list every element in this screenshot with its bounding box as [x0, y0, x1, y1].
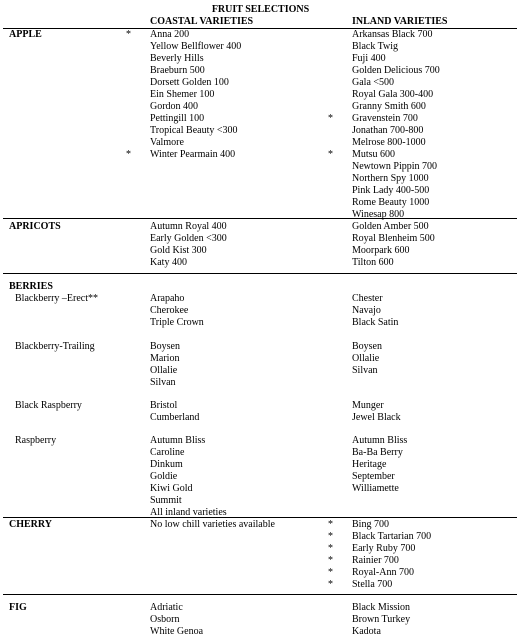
list-item: Newtown Pippin 700: [352, 161, 437, 172]
list-item: Autumn Bliss: [352, 435, 408, 446]
list-item: Anna 200: [150, 29, 190, 40]
list-item: Bristol: [150, 400, 178, 411]
list-item: Brown Turkey: [352, 614, 411, 625]
list-item: Navajo: [352, 305, 381, 316]
marker: *: [328, 531, 333, 542]
list-item: Jewel Black: [352, 412, 401, 423]
list-item: Black Tartarian 700: [352, 531, 432, 542]
list-item: Dinkum: [150, 459, 183, 470]
coastal-list: [150, 435, 227, 519]
list-item: Ollalie: [150, 365, 178, 376]
inland-list: [352, 341, 382, 377]
list-item: White Genoa: [150, 626, 204, 637]
list-item: Winter Pearmain 400: [150, 149, 236, 160]
coastal-varieties-header: COASTAL VARIETIES: [150, 16, 254, 27]
inland-varieties-header: INLAND VARIETIES: [352, 16, 448, 27]
list-item: Moorpark 600: [352, 245, 410, 256]
list-item: Fuji 400: [352, 53, 386, 64]
list-item: Pettingill 100: [150, 113, 205, 124]
list-item: Kadota: [352, 626, 381, 637]
list-item: Royal Gala 300-400: [352, 89, 434, 100]
list-item: Gala <500: [352, 77, 395, 88]
section-rule: [3, 218, 517, 219]
section-label: FIG: [9, 602, 27, 613]
list-item: Silvan: [352, 365, 378, 376]
header-rule: [3, 28, 517, 29]
inland-list: [352, 29, 440, 221]
section-label: CHERRY: [9, 519, 52, 530]
list-item: Royal Blenheim 500: [352, 233, 435, 244]
subsection-label: Black Raspberry: [15, 400, 82, 411]
list-item: Melrose 800-1000: [352, 137, 426, 148]
list-item: Arapaho: [150, 293, 185, 304]
marker: *: [328, 567, 333, 578]
marker: *: [328, 555, 333, 566]
list-item: Munger: [352, 400, 384, 411]
list-item: Kiwi Gold: [150, 483, 193, 494]
list-item: Adriatic: [150, 602, 183, 613]
list-item: Ollalie: [352, 353, 380, 364]
inland-list: [352, 435, 407, 495]
coastal-list: [150, 293, 204, 329]
coastal-list: [150, 221, 227, 269]
coastal-list: [150, 341, 180, 389]
list-item: Cherokee: [150, 305, 189, 316]
list-item: Gravenstein 700: [352, 113, 418, 124]
marker: *: [328, 113, 333, 124]
list-item: Northern Spy 1000: [352, 173, 429, 184]
list-item: Goldie: [150, 471, 178, 482]
page-title: FRUIT SELECTIONS: [211, 4, 310, 15]
list-item: Ba-Ba Berry: [352, 447, 403, 458]
list-item: Marion: [150, 353, 180, 364]
coastal-list: [150, 602, 203, 638]
list-item: Katy 400: [150, 257, 187, 268]
section-rule: [3, 273, 517, 274]
list-item: Granny Smith 600: [352, 101, 426, 112]
section-rule: [3, 517, 517, 518]
list-item: Black Twig: [352, 41, 399, 52]
list-item: All inland varieties: [150, 507, 227, 518]
section-rule: [3, 594, 517, 595]
list-item: September: [352, 471, 395, 482]
list-item: Mutsu 600: [352, 149, 396, 160]
list-item: Pink Lady 400-500: [352, 185, 430, 196]
list-item: Stella 700: [352, 579, 393, 590]
subsection-label: Blackberry –Erect**: [15, 293, 99, 304]
list-item: Tropical Beauty <300: [150, 125, 238, 136]
list-item: Chester: [352, 293, 383, 304]
list-item: Boysen: [150, 341, 180, 352]
marker: *: [328, 519, 333, 530]
list-item: Williamette: [352, 483, 399, 494]
coastal-list: [150, 400, 199, 424]
list-item: Golden Amber 500: [352, 221, 429, 232]
list-item: Caroline: [150, 447, 185, 458]
inland-list: [352, 293, 398, 329]
list-item: Gordon 400: [150, 101, 199, 112]
list-item: Braeburn 500: [150, 65, 205, 76]
list-item: Tilton 600: [352, 257, 394, 268]
list-item: Dorsett Golden 100: [150, 77, 229, 88]
marker: *: [328, 579, 333, 590]
subsection-label: Blackberry-Trailing: [15, 341, 95, 352]
list-item: Black Satin: [352, 317, 399, 328]
list-item: Ein Shemer 100: [150, 89, 215, 100]
inland-list: [352, 519, 431, 591]
inland-list: [352, 400, 401, 424]
section-label: APPLE: [9, 29, 42, 40]
list-item: Golden Delicious 700: [352, 65, 440, 76]
list-item: Triple Crown: [150, 317, 204, 328]
list-item: Bing 700: [352, 519, 389, 530]
list-item: Valmore: [150, 137, 184, 148]
list-item: Yellow Bellflower 400: [150, 41, 242, 52]
list-item: Early Golden <300: [150, 233, 227, 244]
inland-list: [352, 221, 435, 269]
inland-list: [352, 602, 410, 638]
marker: *: [328, 543, 333, 554]
list-item: Cumberland: [150, 412, 200, 423]
list-item: Rainier 700: [352, 555, 399, 566]
list-item: Heritage: [352, 459, 387, 470]
coastal-list: [150, 29, 241, 161]
list-item: No low chill varieties available: [150, 519, 275, 530]
list-item: Summit: [150, 495, 182, 506]
marker: *: [126, 29, 131, 40]
marker: *: [126, 149, 131, 160]
subsection-label: Raspberry: [15, 435, 57, 446]
list-item: Royal-Ann 700: [352, 567, 414, 578]
list-item: Arkansas Black 700: [352, 29, 433, 40]
list-item: Winesap 800: [352, 209, 405, 220]
list-item: Autumn Bliss: [150, 435, 206, 446]
coastal-list: [150, 519, 275, 531]
list-item: Silvan: [150, 377, 176, 388]
list-item: Rome Beauty 1000: [352, 197, 430, 208]
list-item: Jonathan 700-800: [352, 125, 424, 136]
list-item: Early Ruby 700: [352, 543, 416, 554]
section-label: APRICOTS: [9, 221, 61, 232]
list-item: Gold Kist 300: [150, 245, 207, 256]
marker: *: [328, 149, 333, 160]
list-item: Beverly Hills: [150, 53, 204, 64]
section-label: BERRIES: [9, 281, 53, 292]
list-item: Boysen: [352, 341, 382, 352]
list-item: Autumn Royal 400: [150, 221, 227, 232]
list-item: Black Mission: [352, 602, 411, 613]
list-item: Osborn: [150, 614, 180, 625]
